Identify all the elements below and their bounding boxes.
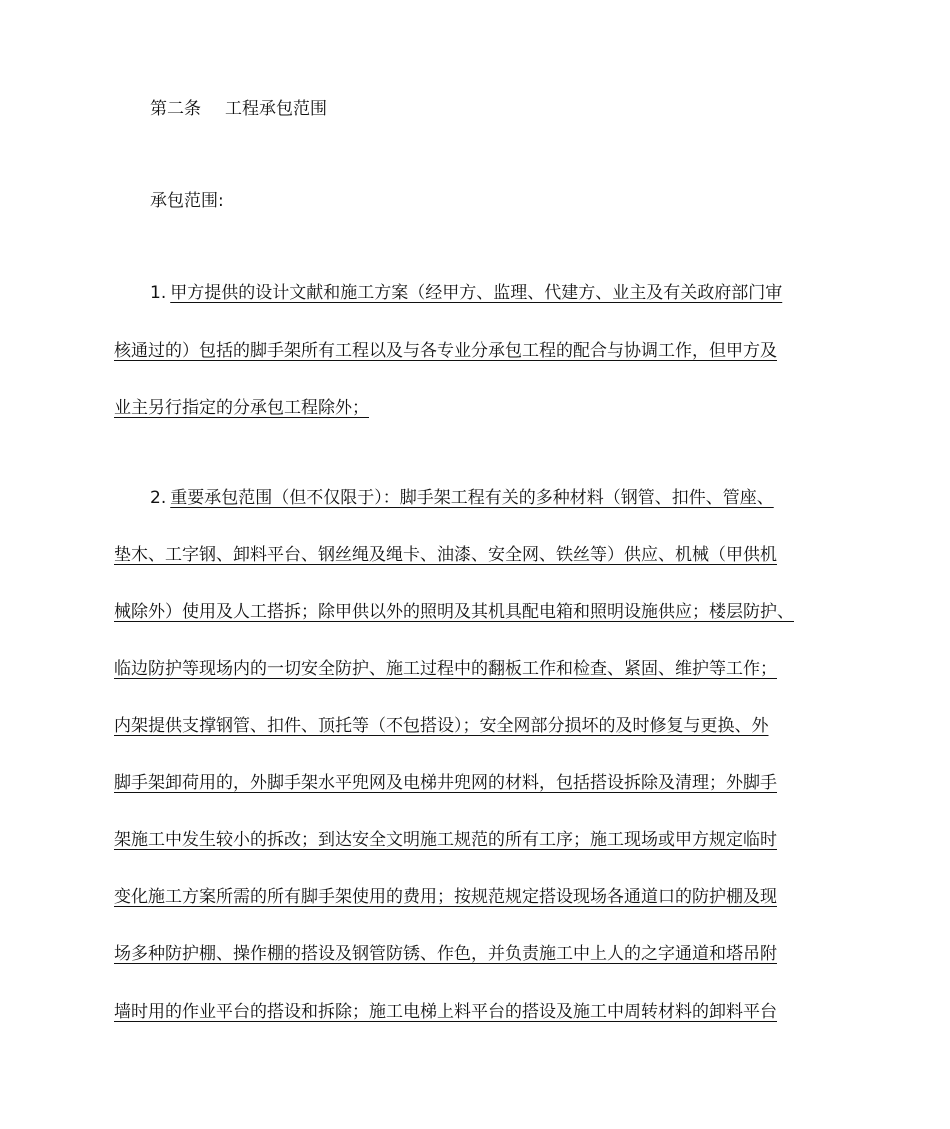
item2-line-9: 场多种防护棚、操作棚的搭设及钢管防锈、作色，并负责施工中上人的之字通道和塔吊附: [114, 944, 777, 964]
item1-number: 1.: [150, 283, 167, 303]
item2-line-5: 内架提供支撑钢管、扣件、顶托等（不包搭设）；安全网部分损坏的及时修复与更换、外: [114, 716, 769, 736]
scope-heading: 承包范围:: [150, 191, 224, 211]
item1-line-1: [150, 281, 782, 305]
article-title: 工程承包范围: [225, 99, 327, 119]
item2-line-3: 械除外）使用及人工搭拆；除甲供以外的照明及其机具配电箱和照明设施供应；楼层防护、: [114, 602, 794, 622]
item1-line-2: 核通过的）包括的脚手架所有工程以及与各专业分承包工程的配合与协调工作，但甲方及: [114, 341, 777, 361]
item2-line-10: 墙时用的作业平台的搭设和拆除；施工电梯上料平台的搭设及施工中周转材料的卸料平台: [114, 1002, 777, 1022]
item2-number: 2.: [150, 488, 167, 508]
article-heading: [150, 97, 327, 121]
item1-text: 甲方提供的设计文献和施工方案（经甲方、监理、代建方、业主及有关政府部门审: [170, 283, 783, 303]
item2-line-1: [150, 486, 774, 510]
item2-text: 重要承包范围（但不仅限于）：脚手架工程有关的多种材料（钢管、扣件、管座、: [170, 488, 774, 508]
item2-line-4: 临边防护等现场内的一切安全防护、施工过程中的翻板工作和检查、紧固、维护等工作；: [114, 659, 777, 679]
item2-line-7: 架施工中发生较小的拆改；到达安全文明施工规范的所有工序；施工现场或甲方规定临时: [114, 830, 777, 850]
item1-line-3: 业主另行指定的分承包工程除外；: [114, 398, 369, 418]
item2-line-6: 脚手架卸荷用的，外脚手架水平兜网及电梯井兜网的材料，包括搭设拆除及清理；外脚手: [114, 773, 777, 793]
item2-line-8: 变化施工方案所需的所有脚手架使用的费用；按规范规定搭设现场各通道口的防护棚及现: [114, 887, 777, 907]
article-number: 第二条: [150, 99, 201, 119]
item2-line-2: 垫木、工字钢、卸料平台、钢丝绳及绳卡、油漆、安全网、铁丝等）供应、机械（甲供机: [114, 545, 777, 565]
